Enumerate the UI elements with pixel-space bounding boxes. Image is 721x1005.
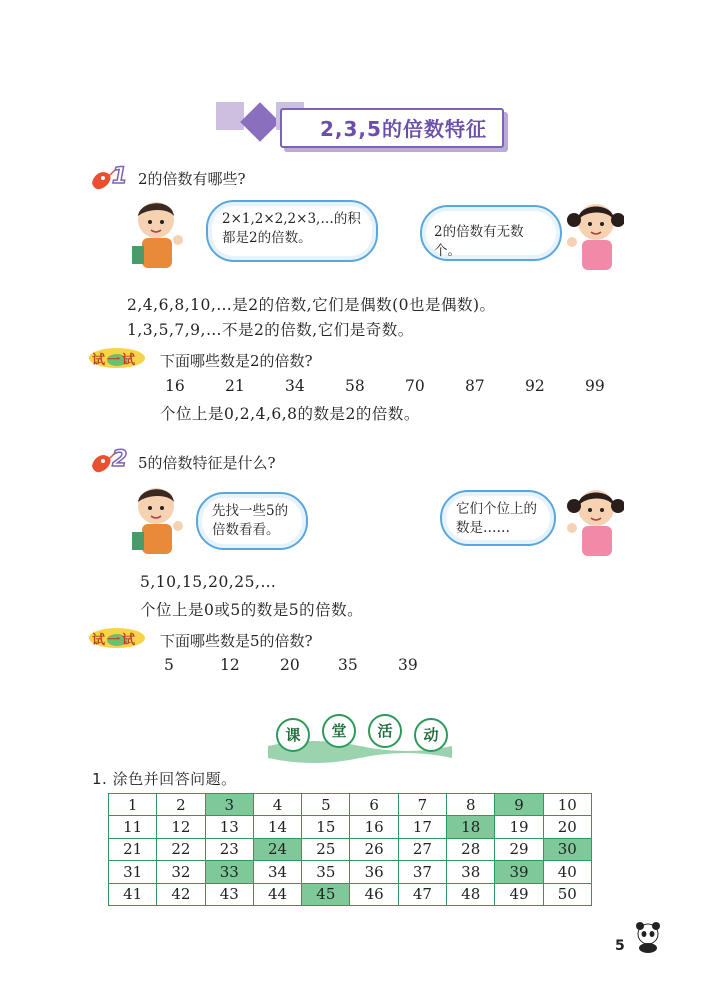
grid-row bbox=[109, 816, 592, 838]
try-number: 99 bbox=[585, 377, 605, 395]
bubble-line: 数是…… bbox=[456, 520, 510, 536]
girl-speech-bubble-2 bbox=[440, 490, 556, 546]
girl-illustration bbox=[564, 484, 624, 560]
title-deco-square-left bbox=[216, 102, 244, 130]
grid-cell: 49 bbox=[495, 883, 543, 905]
grid-cell: 13 bbox=[205, 816, 253, 838]
grid-cell: 36 bbox=[350, 861, 398, 883]
grid-cell: 48 bbox=[447, 883, 495, 905]
try-number: 16 bbox=[165, 377, 185, 395]
grid-cell: 34 bbox=[253, 861, 301, 883]
section1-conclusion: 个位上是0,2,4,6,8的数是2的倍数。 bbox=[160, 405, 420, 423]
grid-cell: 2 bbox=[157, 794, 205, 816]
try-number: 87 bbox=[465, 377, 485, 395]
girl-speech-bubble-1 bbox=[420, 205, 562, 261]
bubble-line: 先找一些5的 bbox=[212, 503, 289, 519]
try-number: 92 bbox=[525, 377, 545, 395]
try-number: 20 bbox=[280, 656, 300, 674]
try-numbers-2 bbox=[164, 656, 434, 678]
try-question-2: 下面哪些数是5的倍数? bbox=[160, 632, 313, 650]
grid-row bbox=[109, 883, 592, 905]
try-number: 5 bbox=[164, 656, 174, 674]
grid-cell: 24 bbox=[253, 838, 301, 860]
grid-cell: 26 bbox=[350, 838, 398, 860]
grid-cell: 15 bbox=[302, 816, 350, 838]
page-number: 5 bbox=[615, 938, 625, 954]
section1-line2: 1,3,5,7,9,…不是2的倍数,它们是奇数。 bbox=[127, 321, 414, 339]
grid-row bbox=[109, 861, 592, 883]
grid-cell: 43 bbox=[205, 883, 253, 905]
activity-char: 活 bbox=[368, 714, 402, 748]
grid-cell: 47 bbox=[398, 883, 446, 905]
grid-cell: 14 bbox=[253, 816, 301, 838]
try-number: 58 bbox=[345, 377, 365, 395]
boy-illustration bbox=[128, 196, 188, 272]
panda-icon bbox=[630, 918, 666, 954]
grid-cell: 45 bbox=[302, 883, 350, 905]
grid-cell: 21 bbox=[109, 838, 157, 860]
try-number: 12 bbox=[220, 656, 240, 674]
grid-row bbox=[109, 794, 592, 816]
title-deco-diamond bbox=[240, 102, 280, 142]
activity-char: 动 bbox=[414, 718, 448, 752]
grid-cell: 4 bbox=[253, 794, 301, 816]
try-label-2: 试一试 bbox=[92, 633, 138, 648]
grid-cell: 12 bbox=[157, 816, 205, 838]
grid-cell: 20 bbox=[543, 816, 591, 838]
bubble-line: 它们个位上的 bbox=[456, 501, 537, 517]
grid-cell: 29 bbox=[495, 838, 543, 860]
try-number: 21 bbox=[225, 377, 245, 395]
grid-cell: 17 bbox=[398, 816, 446, 838]
try-number: 39 bbox=[398, 656, 418, 674]
grid-cell: 6 bbox=[350, 794, 398, 816]
question-number-1: 1 bbox=[112, 164, 128, 189]
grid-cell: 27 bbox=[398, 838, 446, 860]
grid-cell: 22 bbox=[157, 838, 205, 860]
boy-speech-bubble-1 bbox=[206, 200, 378, 262]
try-question-1: 下面哪些数是2的倍数? bbox=[160, 352, 313, 370]
try-number: 70 bbox=[405, 377, 425, 395]
grid-cell: 11 bbox=[109, 816, 157, 838]
bubble-line: 2×1,2×2,2×3,…的积 bbox=[222, 211, 361, 227]
section2-line1: 5,10,15,20,25,… bbox=[140, 573, 277, 591]
grid-cell: 1 bbox=[109, 794, 157, 816]
girl-illustration bbox=[564, 198, 624, 274]
activity-char: 堂 bbox=[322, 714, 356, 748]
question-2-text: 5的倍数特征是什么? bbox=[138, 454, 276, 472]
grid-cell: 39 bbox=[495, 861, 543, 883]
grid-cell: 40 bbox=[543, 861, 591, 883]
grid-cell: 32 bbox=[157, 861, 205, 883]
grid-cell: 25 bbox=[302, 838, 350, 860]
boy-speech-bubble-2 bbox=[196, 492, 308, 550]
bubble-line: 倍数看看。 bbox=[212, 522, 280, 538]
page-title: 2,3,5的倍数特征 bbox=[320, 117, 487, 141]
grid-cell: 28 bbox=[447, 838, 495, 860]
boy-illustration bbox=[128, 482, 188, 558]
grid-cell: 9 bbox=[495, 794, 543, 816]
grid-cell: 3 bbox=[205, 794, 253, 816]
grid-cell: 23 bbox=[205, 838, 253, 860]
grid-cell: 8 bbox=[447, 794, 495, 816]
grid-cell: 35 bbox=[302, 861, 350, 883]
grid-cell: 31 bbox=[109, 861, 157, 883]
activity-task: 1. 涂色并回答问题。 bbox=[92, 770, 237, 788]
grid-row bbox=[109, 838, 592, 860]
grid-cell: 30 bbox=[543, 838, 591, 860]
grid-cell: 16 bbox=[350, 816, 398, 838]
grid-cell: 41 bbox=[109, 883, 157, 905]
grid-cell: 33 bbox=[205, 861, 253, 883]
question-1-text: 2的倍数有哪些? bbox=[138, 170, 246, 188]
bubble-line: 2的倍数有无数个。 bbox=[434, 224, 524, 259]
number-grid bbox=[108, 793, 592, 906]
grid-cell: 50 bbox=[543, 883, 591, 905]
grid-cell: 10 bbox=[543, 794, 591, 816]
try-number: 35 bbox=[338, 656, 358, 674]
section2-line2: 个位上是0或5的数是5的倍数。 bbox=[140, 601, 364, 619]
grid-cell: 5 bbox=[302, 794, 350, 816]
grid-cell: 38 bbox=[447, 861, 495, 883]
grid-cell: 18 bbox=[447, 816, 495, 838]
activity-char: 课 bbox=[276, 718, 310, 752]
grid-cell: 44 bbox=[253, 883, 301, 905]
grid-cell: 19 bbox=[495, 816, 543, 838]
grid-cell: 37 bbox=[398, 861, 446, 883]
section1-line1: 2,4,6,8,10,…是2的倍数,它们是偶数(0也是偶数)。 bbox=[127, 296, 496, 314]
question-number-2: 2 bbox=[112, 447, 128, 472]
try-numbers-1 bbox=[165, 377, 625, 399]
try-number: 34 bbox=[285, 377, 305, 395]
grid-cell: 7 bbox=[398, 794, 446, 816]
try-label-1: 试一试 bbox=[92, 353, 138, 368]
grid-cell: 42 bbox=[157, 883, 205, 905]
bubble-line: 都是2的倍数。 bbox=[222, 230, 312, 246]
grid-cell: 46 bbox=[350, 883, 398, 905]
